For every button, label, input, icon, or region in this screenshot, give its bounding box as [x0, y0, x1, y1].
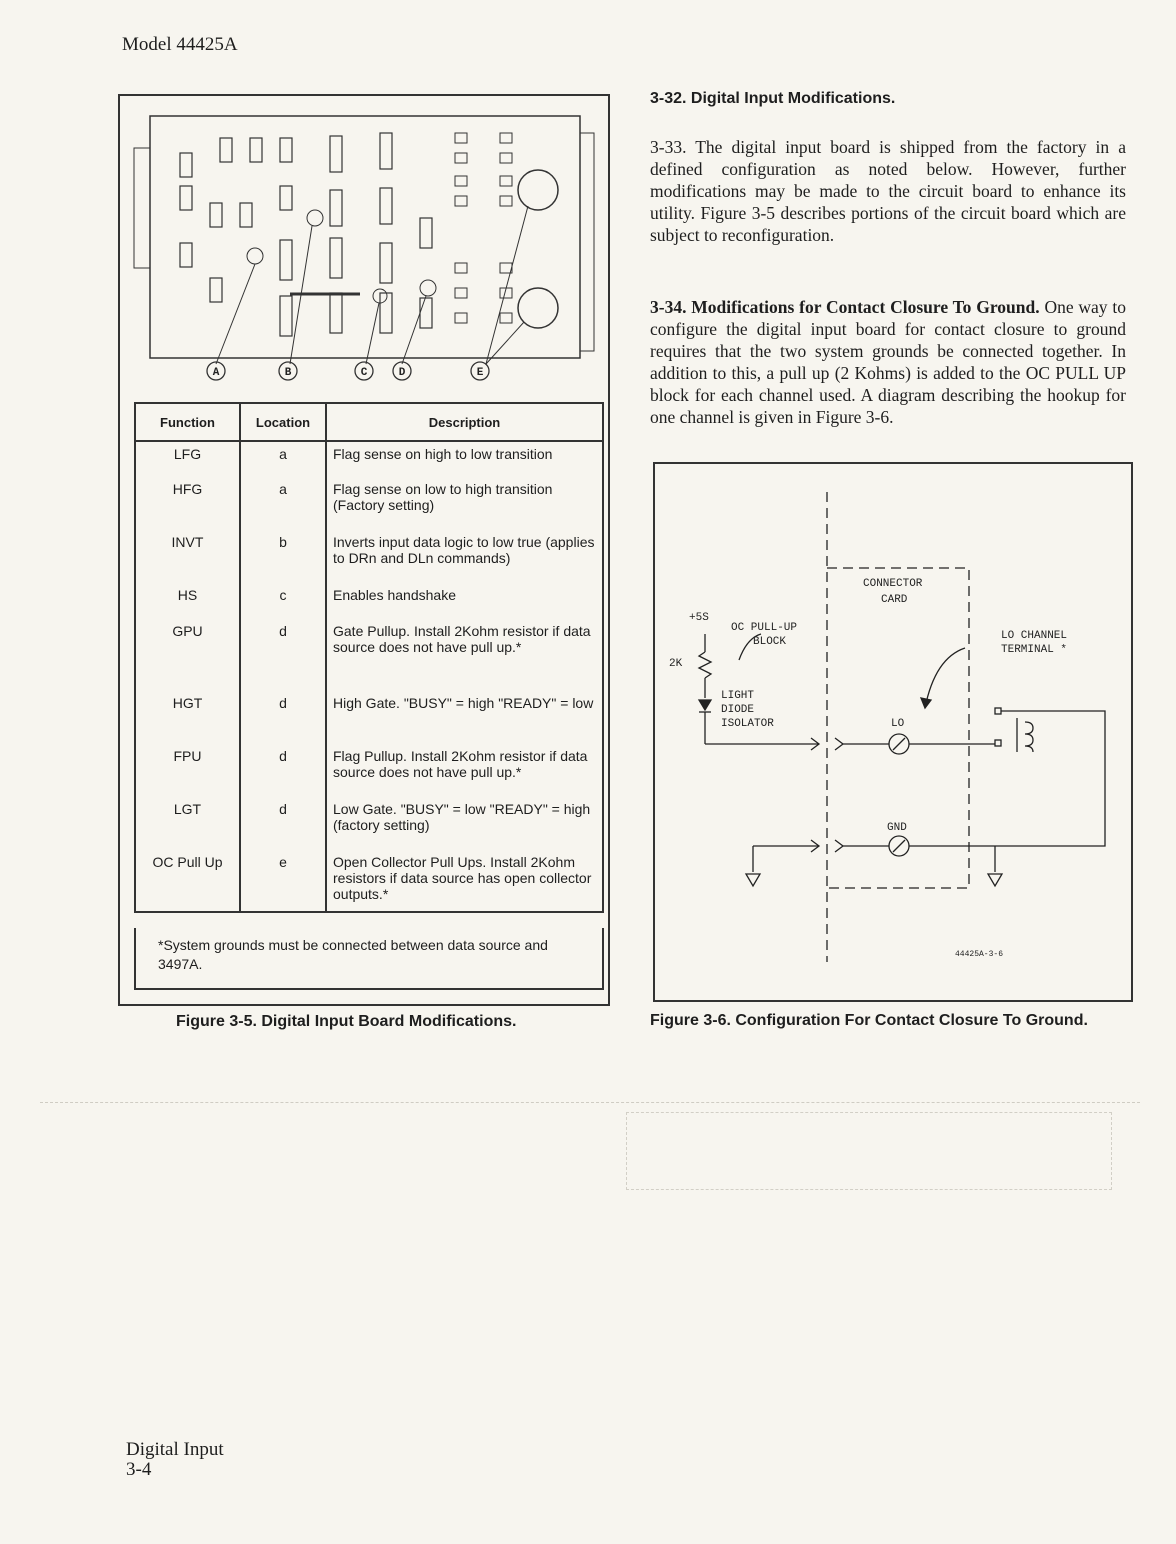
table-footnote: *System grounds must be connected between data source and 3497A. [134, 928, 604, 990]
page-footer [126, 1440, 224, 1480]
row-function: OC Pull Up [135, 850, 240, 912]
row-function: LFG [135, 441, 240, 477]
label-card: CARD [881, 594, 908, 606]
row-location: e [240, 850, 326, 912]
table-row [135, 691, 603, 744]
label-block: BLOCK [753, 636, 787, 648]
footer-section: Digital Input [126, 1439, 224, 1460]
label-plus5: +5S [689, 612, 709, 624]
paragraph-3-33: 3-33. The digital input board is shipped from the factory in a defined configuration as noted below. However, further modifications may be made to the circuit board to enhance its utility. Figure 3-5 describes portions of the circuit board which are subject to reconfiguration. [650, 137, 1126, 245]
table-row [135, 477, 603, 530]
callout-d: D [398, 367, 406, 379]
row-description: Enables handshake [326, 583, 603, 619]
paragraph-3-34-heading: 3-34. Modifications for Contact Closure To Ground. [650, 297, 1040, 317]
row-description: Flag Pullup. Install 2Kohm resistor if data source does not have pull up.* [326, 744, 603, 797]
row-function: HFG [135, 477, 240, 530]
table-row [135, 850, 603, 912]
table-row [135, 797, 603, 850]
row-description: High Gate. "BUSY" = high "READY" = low [326, 691, 603, 744]
col-location: Location [240, 403, 326, 441]
modifications-table [134, 402, 604, 913]
row-description: Open Collector Pull Ups. Install 2Kohm resistors if data source has open collector outputs.* [326, 850, 603, 912]
label-2k: 2K [669, 658, 683, 670]
row-description: Gate Pullup. Install 2Kohm resistor if data source does not have pull up.* [326, 619, 603, 691]
contact-closure-schematic [653, 462, 1133, 1002]
table-row [135, 530, 603, 583]
bleed-through-rule [40, 1102, 1140, 1105]
circuit-board-drawing [130, 108, 600, 388]
callout-a: A [212, 367, 220, 379]
label-diode: DIODE [721, 704, 755, 716]
label-ref: 44425A-3-6 [955, 950, 1004, 959]
row-function: HGT [135, 691, 240, 744]
callout-c: C [360, 367, 368, 379]
callout-e: E [476, 367, 484, 379]
row-description: Inverts input data logic to low true (applies to DRn and DLn commands) [326, 530, 603, 583]
label-lo: LO [891, 718, 905, 730]
board-callouts [207, 362, 489, 380]
row-function: HS [135, 583, 240, 619]
label-terminal: TERMINAL * [1001, 644, 1068, 656]
label-oc-pullup: OC PULL-UP [731, 622, 798, 634]
row-location: c [240, 583, 326, 619]
row-function: LGT [135, 797, 240, 850]
callout-b: B [284, 367, 292, 379]
row-location: d [240, 691, 326, 744]
row-description: Low Gate. "BUSY" = low "READY" = high (factory setting) [326, 797, 603, 850]
row-description: Flag sense on high to low transition [326, 441, 603, 477]
figure-3-5-caption: Figure 3-5. Digital Input Board Modifications. [176, 1013, 517, 1030]
row-location: a [240, 441, 326, 477]
label-isolator: ISOLATOR [721, 718, 774, 730]
row-location: a [240, 477, 326, 530]
paragraph-3-34-body: One way to configure the digital input board for contact closure to ground requires that the two system grounds be connected together. In addition to this, a pull up (2 Kohms) is added to the OC PULL UP block for each channel used. A diagram describing the hookup for one channel is given in Figure 3-6. [650, 297, 1126, 427]
col-function: Function [135, 403, 240, 441]
row-location: b [240, 530, 326, 583]
label-lo-channel: LO CHANNEL [1001, 630, 1068, 642]
row-location: d [240, 797, 326, 850]
label-gnd: GND [887, 822, 907, 834]
figure-3-6-caption: Figure 3-6. Configuration For Contact Closure To Ground. [650, 1012, 1088, 1029]
row-description: Flag sense on low to high transition (Factory setting) [326, 477, 603, 530]
paragraph-3-34 [650, 296, 1126, 428]
row-location: d [240, 744, 326, 797]
row-function: GPU [135, 619, 240, 691]
label-light: LIGHT [721, 690, 755, 702]
section-3-32-heading: 3-32. Digital Input Modifications. [650, 90, 896, 107]
col-description: Description [326, 403, 603, 441]
row-function: FPU [135, 744, 240, 797]
row-function: INVT [135, 530, 240, 583]
bleed-through-box [626, 1112, 1112, 1190]
table-row [135, 744, 603, 797]
page-model-header: Model 44425A [122, 34, 238, 55]
row-location: d [240, 619, 326, 691]
label-connector: CONNECTOR [863, 578, 923, 590]
table-row [135, 619, 603, 691]
table-row [135, 441, 603, 477]
table-row [135, 583, 603, 619]
footer-page: 3-4 [126, 1459, 152, 1480]
